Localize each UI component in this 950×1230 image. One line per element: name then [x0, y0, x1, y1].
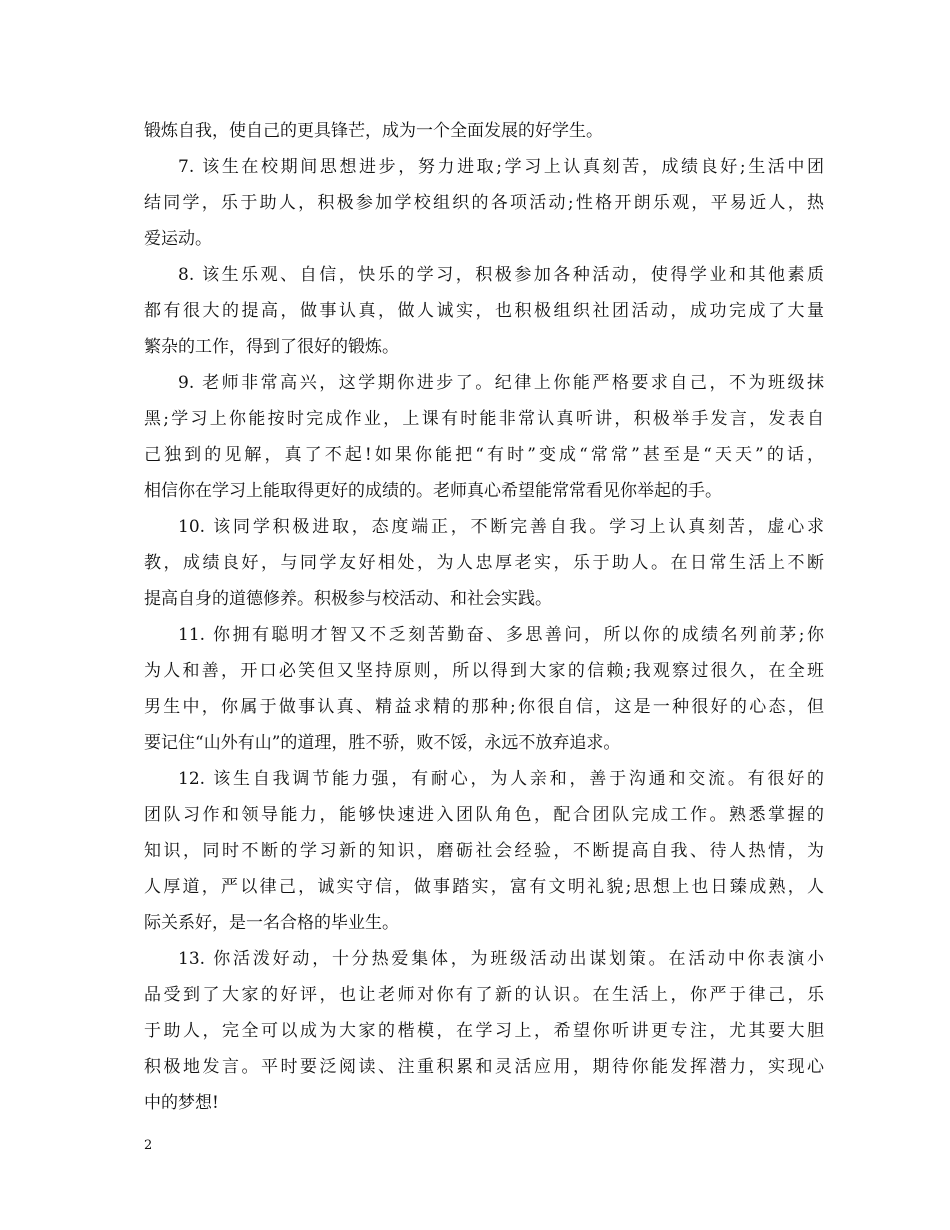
document-body: [144, 113, 824, 1121]
text-line: 10. 该同学积极进取，态度端正，不断完善自我。学习上认真刻苦，虚心求: [178, 517, 824, 537]
text-line: 男生中，你属于做事认真、精益求精的那种;你很自信，这是一种很好的心态，但: [144, 697, 824, 717]
text-line: 8. 该生乐观、自信，快乐的学习，积极参加各种活动，使得学业和其他素质: [178, 265, 824, 285]
paragraph: [144, 509, 824, 617]
text-line: 提高自身的道德修养。积极参与校活动、和社会实践。: [144, 589, 552, 609]
text-line: 要记住“山外有山”的道理，胜不骄，败不馁，永远不放弃追求。: [144, 733, 621, 753]
text-line: 12. 该生自我调节能力强，有耐心，为人亲和，善于沟通和交流。有很好的: [178, 769, 824, 789]
text-line: 都有很大的提高，做事认真，做人诚实，也积极组织社团活动，成功完成了大量: [144, 301, 824, 321]
text-line: 13. 你活泼好动，十分热爱集体，为班级活动出谋划策。在活动中你表演小: [178, 949, 824, 969]
text-line: 知识，同时不断的学习新的知识，磨砺社会经验，不断提高自我、待人热情，为: [144, 841, 824, 861]
text-line: 中的梦想!: [144, 1093, 219, 1113]
text-line: 团队习作和领导能力，能够快速进入团队角色，配合团队完成工作。熟悉掌握的: [144, 805, 824, 825]
text-line: 积极地发言。平时要泛阅读、注重积累和灵活应用，期待你能发挥潜力，实现心: [144, 1057, 824, 1077]
text-line: 己独到的见解，真了不起!如果你能把“有时”变成“常常”甚至是“天天”的话，: [144, 445, 824, 465]
paragraph: [144, 149, 824, 257]
text-line: 教，成绩良好，与同学友好相处，为人忠厚老实，乐于助人。在日常生活上不断: [144, 553, 824, 573]
paragraph: [144, 365, 824, 509]
text-line: 结同学，乐于助人，积极参加学校组织的各项活动;性格开朗乐观，平易近人，热: [144, 193, 824, 213]
text-line: 品受到了大家的好评，也让老师对你有了新的认识。在生活上，你严于律己，乐: [144, 985, 824, 1005]
text-line: 际关系好，是一名合格的毕业生。: [144, 913, 399, 933]
paragraph: [144, 941, 824, 1121]
paragraph: [144, 113, 824, 149]
text-line: 爱运动。: [144, 229, 212, 249]
page-number: 2: [144, 1138, 153, 1153]
paragraph: [144, 257, 824, 365]
text-line: 人厚道，严以律己，诚实守信，做事踏实，富有文明礼貌;思想上也日臻成熟，人: [144, 877, 824, 897]
text-line: 于助人，完全可以成为大家的楷模，在学习上，希望你听讲更专注，尤其要大胆: [144, 1021, 824, 1041]
text-line: 11. 你拥有聪明才智又不乏刻苦勤奋、多思善问，所以你的成绩名列前茅;你: [178, 625, 824, 645]
text-line: 9. 老师非常高兴，这学期你进步了。纪律上你能严格要求自己，不为班级抹: [178, 373, 824, 393]
paragraph: [144, 617, 824, 761]
text-line: 相信你在学习上能取得更好的成绩的。老师真心希望能常常看见你举起的手。: [144, 481, 722, 501]
text-line: 7. 该生在校期间思想进步，努力进取;学习上认真刻苦，成绩良好;生活中团: [178, 157, 824, 177]
text-line: 为人和善，开口必笑但又坚持原则，所以得到大家的信赖;我观察过很久，在全班: [144, 661, 824, 681]
text-line: 锻炼自我，使自己的更具锋芒，成为一个全面发展的好学生。: [144, 121, 603, 141]
text-line: 黑;学习上你能按时完成作业，上课有时能非常认真听讲，积极举手发言，发表自: [144, 409, 824, 429]
text-line: 繁杂的工作，得到了很好的锻炼。: [144, 337, 399, 357]
paragraph: [144, 761, 824, 941]
